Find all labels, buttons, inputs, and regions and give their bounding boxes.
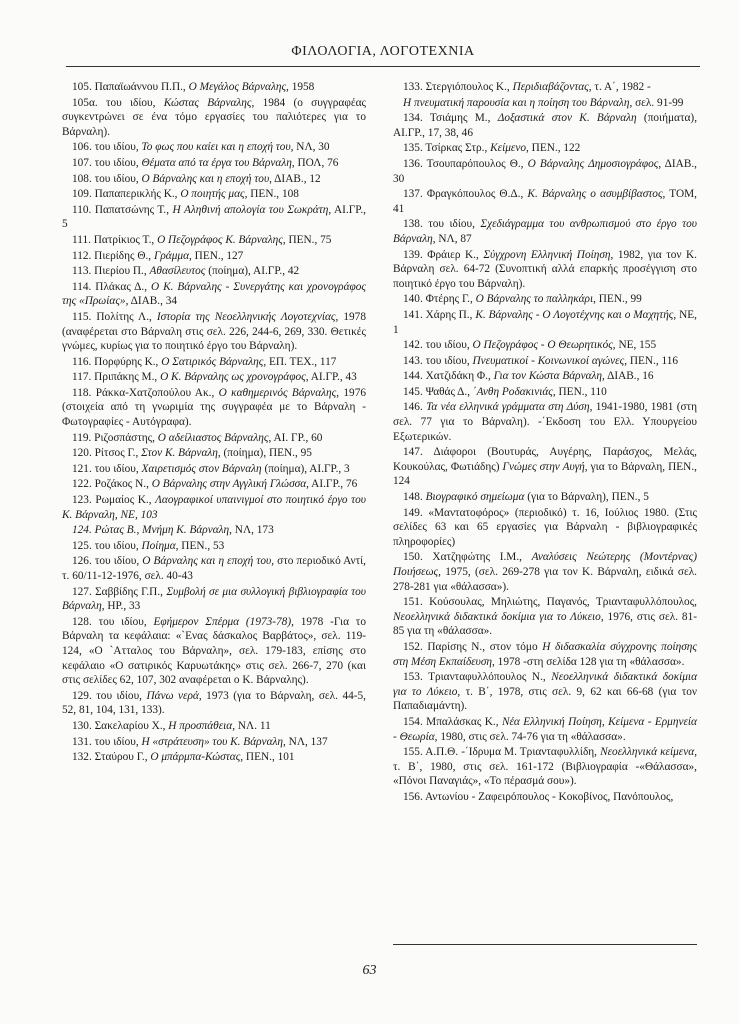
entry-details: (ποίημα), ΑΙ.ΓΡ., 42 <box>205 265 300 278</box>
entry-title: Αναλύσεις Νεώτερης (Μοντέρνας) Ποιήσεως <box>393 551 697 578</box>
entry-details: , ΝΕ, 1 <box>393 308 697 336</box>
entry-text: 137. Φραγκόπουλος Θ.Δ., <box>403 188 528 201</box>
entry-text: 125. του ιδίου, <box>72 539 142 552</box>
bibliography-entry <box>393 670 697 714</box>
entry-details: , 1978 (αναφέρεται στο Βάρναλη στις σελ. 226, 244-6, 269, 330. Θετικές γνώμες, κυρίως για το ποιητικό έργο του Βάρναλη). <box>62 310 366 353</box>
entry-title: Θέματα από τα έργα του Βάρναλη <box>141 156 292 169</box>
bibliography-entry <box>393 96 697 111</box>
entry-title: Ο καθημερινός Βάρναλης <box>218 386 337 399</box>
left-column <box>62 80 366 766</box>
entry-text: 134. Τσιάμης Μ., <box>403 112 498 125</box>
entry-title: Σύγχρονη Ελληνική Ποίηση <box>483 248 611 261</box>
entry-title: Κ. Βάρναλης ο ασυμβίβαστος <box>527 188 663 201</box>
page-number: 63 <box>362 963 377 978</box>
bibliography-entry <box>62 370 366 385</box>
entry-text: 109. Παπαπερικλής Κ., <box>72 188 181 201</box>
entry-text: 108. του ιδίου, <box>72 172 142 185</box>
entry-title: Ο Βάρναλης και η εποχή του <box>141 172 270 185</box>
footer-rule <box>393 944 697 945</box>
entry-title: Ο Βάρναλης στην Αγγλική Γλώσσα <box>151 478 307 491</box>
entry-details: , ΤΟΜ, 41 <box>393 188 697 215</box>
running-header: ΦΙΛΟΛΟΓΙΑ, ΛΟΓΟΤΕΧΝΙΑ <box>291 44 475 59</box>
entry-title: Γνώμες στην Αυγή <box>502 460 585 473</box>
entry-text: 156. Αντωνίου - Ζαφειρόπουλος - Κοκοβίνος, Πανόπουλος, <box>403 790 674 803</box>
entry-title: Κ. Βάρναλης - Ο Λογοτέχνης και ο Μαχητής <box>475 308 674 321</box>
entry-title: Νεοελληνικά κείμενα <box>600 746 695 759</box>
entry-text: 119. Ριζοσπάστης, <box>72 431 158 444</box>
entry-details: , 1976 (στοιχεία από τη γνωριμία της συγγραφέα με το Βάρναλη - Φωτογραφίες - Αυτόγραφα). <box>62 386 366 429</box>
entry-title: Πνευματικοί - Κοινωνικοί αγώνες <box>472 354 625 367</box>
bibliography-entry <box>393 248 697 292</box>
entry-details: , 1976, στις σελ. 81-85 για τη «θάλασσα». <box>393 610 697 638</box>
entry-text: 107. του ιδίου, <box>72 156 142 169</box>
entry-title: Εφήμερον Σπέρμα (1973-78) <box>153 615 292 628</box>
entry-details: , ΕΠ. ΤΕΧ., 117 <box>263 355 337 368</box>
entry-title: Σχεδιάγραμμα του ανθρωπισμού στο έργο του Βάρναλη <box>393 218 697 245</box>
bibliography-entry <box>393 338 697 353</box>
entry-title: Το φως που καίει και η εποχή του <box>141 141 291 154</box>
entry-title: Κώστας Βάρναλης <box>163 96 252 109</box>
entry-text: 122. Ροζάκος Ν., <box>72 478 152 491</box>
entry-text: 130. Σακελαρίου Χ., <box>72 719 169 732</box>
bibliography-entry <box>62 172 366 187</box>
bibliography-entry <box>393 80 697 95</box>
bibliography-entry <box>393 745 697 789</box>
entry-text: 143. του ιδίου, <box>403 354 473 367</box>
entry-title: Στον Κ. Βάρναλη <box>141 447 218 460</box>
bibliography-entry <box>393 187 697 216</box>
entry-text: 113. Πιερίου Π., <box>72 265 150 278</box>
entry-text: 155. Α.Π.Θ. -΄Ιδρυμα Μ. Τριανταφυλλίδη, <box>403 746 601 759</box>
entry-text: 120. Ρίτσος Γ., <box>72 447 142 460</box>
entry-text: 145. Ψαθάς Δ., <box>403 385 473 398</box>
entry-text: 146. <box>403 401 427 414</box>
entry-text: 127. Σαββίδης Γ.Π., <box>72 585 167 598</box>
entry-title: Ο μπάρμπα-Κώστας <box>150 751 241 764</box>
bibliography-entry <box>393 790 697 805</box>
entry-text: 136. Τσουπαρόπουλος Θ., <box>403 157 528 170</box>
entry-details: , ΝΛ, 137 <box>283 735 328 748</box>
entry-title: Ιστορία της Νεοελληνικής Λογοτεχνίας <box>156 310 336 323</box>
entry-details: , ΔΙΑΒ., 16 <box>602 370 654 383</box>
entry-details: , 1980, στις σελ. 74-76 για τη «θάλασσα». <box>434 730 626 743</box>
header-rule <box>66 66 700 67</box>
entry-details: , 1978 -στη σελίδα 128 για τη «θάλασσα». <box>492 655 685 668</box>
entry-details: , τ. Β΄, 1980, στις σελ. 161-172 (Βιβλιογραφία -«Θάλασσα», «Πόνοι Παναγιάς», «Το πέρασμά σου»). <box>393 746 698 788</box>
entry-text: 151. Κούσουλας, Μηλιώτης, Παγανός, Τριανταφυλλόπουλος, <box>403 596 697 609</box>
entry-title: Χαιρετισμός στον Βάρναλη <box>141 462 262 475</box>
entry-title: Ο Πεζογράφος - Ο Θεωρητικός <box>472 339 613 352</box>
entry-title: Ο Κ. Βάρναλης ως χρονογράφος <box>160 371 306 384</box>
entry-text: 121. του ιδίου, <box>72 462 142 475</box>
entry-text: 141. Χάρης Π., <box>403 308 476 321</box>
entry-text: 114. Πλάκας Δ., <box>72 280 151 293</box>
entry-title: Η προσπάθεια <box>168 719 233 732</box>
entry-text: 152. Παρίσης Ν., στον τόμο <box>403 640 543 653</box>
entry-details: , ΑΙ. ΓΡ., 60 <box>268 431 323 444</box>
bibliography-entry <box>62 750 366 765</box>
entry-details: , 1982, για τον Κ. Βάρναλη σελ. 64-72 (Συνοπτική αλλά επαρκής προσέγγιση στο ποιητικό έργο του Βάρναλη). <box>393 248 697 290</box>
entry-text: 149. «Μαντατοφόρος» (περιοδικό) τ. 16, Ιούλιος 1980. (Στις σελίδες 63 και 65 εργασίες για Βάρναλη - βιβλιογραφικές πληροφορίες) <box>393 506 697 548</box>
entry-text: 154. Μπαλάσκας Κ., <box>403 715 502 728</box>
entry-text: 123. Ρωμαίος Κ., <box>72 494 156 507</box>
bibliography-entry <box>393 385 697 400</box>
entry-title: Ο Πεζογράφος Κ. Βάρναλης <box>157 233 283 246</box>
entry-details: , ΝΛ, 30 <box>290 141 330 154</box>
entry-text: 150. Χατζηφώτης Ι.Μ., <box>403 551 532 564</box>
entry-text: 110. Παπατσώνης Τ., <box>72 203 173 216</box>
entry-title: Συμβολή σε μια συλλογική βιβλιογραφία του Βάρναλη <box>62 585 366 613</box>
entry-title: Λαογραφικοί υπαινιγμοί στο ποιητικό έργο του Κ. Βάρναλη, ΝΕ, 103 <box>62 494 366 521</box>
entry-details: , ΑΙ.ΓΡ., 76 <box>306 478 358 491</box>
bibliography-entry <box>393 445 697 489</box>
entry-details: , σελ. 91-99 <box>629 96 684 109</box>
bibliography-entry <box>393 308 697 337</box>
entry-title: Νέα Ελληνική Ποίηση, Κείμενα - Ερμηνεία - Θεωρία <box>393 715 697 743</box>
entry-title: Πάνω νερά <box>146 689 199 702</box>
bibliography-entry <box>393 354 697 369</box>
entry-details: , ΝΛ, 173 <box>229 524 274 537</box>
entry-text: 118. Ράκκα-Χατζοπούλου Ακ., <box>72 386 219 399</box>
entry-text: 115. Πολίτης Λ., <box>72 310 157 323</box>
entry-text: 144. Χατζιδάκη Φ., <box>403 370 494 383</box>
entry-text: 139. Φράιερ Κ., <box>403 248 484 261</box>
entry-details: , τ. Α΄, 1982 - <box>588 81 651 93</box>
bibliography-entry <box>393 157 697 186</box>
bibliography-entry <box>62 493 366 522</box>
bibliography-entry <box>62 233 366 248</box>
entry-details: , ΠΕΝ., 53 <box>175 539 225 552</box>
entry-details: , ΠΕΝ., 116 <box>624 354 679 367</box>
entry-details: , (ποίημα), ΠΕΝ., 95 <box>217 447 312 460</box>
entry-details: (ποίημα), ΑΙ.ΓΡ., 3 <box>261 462 350 475</box>
bibliography-entry <box>393 141 697 156</box>
entry-title: 124. Ρώτας Β., Μνήμη Κ. Βάρναλη <box>72 524 230 537</box>
bibliography-entry <box>62 249 366 264</box>
entry-details: , 1941-1980, 1981 (στη σελ. 77 για το Βάρναλη). -΄Εκδοση του Ελλ. Υπουργείου Εξωτερικών. <box>393 401 697 443</box>
entry-details: , ΔΙΑΒ., 12 <box>269 172 321 185</box>
bibliography-entry <box>62 477 366 492</box>
entry-details: , ΑΙ.ΓΡ., 43 <box>305 371 357 384</box>
entry-title: Ο αδείλιαστος Βάρναλης <box>157 431 269 444</box>
entry-details: , ΝΛ. 11 <box>232 719 271 732</box>
entry-title: Δοξαστικά στον Κ. Βάρναλη <box>497 112 637 125</box>
entry-text: 128. του ιδίου, <box>72 615 154 628</box>
bibliography-entry <box>62 462 366 477</box>
entry-details: , για το Βάρναλη, ΠΕΝ., 124 <box>393 460 697 488</box>
entry-text: 138. του ιδίου, <box>403 218 481 231</box>
bibliography-entry <box>393 490 697 505</box>
bibliography-entry <box>62 355 366 370</box>
entry-title: Ο Βάρναλης και η εποχή του <box>142 555 272 568</box>
bibliography-entry <box>62 539 366 554</box>
bibliography-entry <box>62 140 366 155</box>
bibliography-entry <box>393 595 697 639</box>
bibliography-entry <box>62 446 366 461</box>
entry-title: Νεοελληνικά διδακτικά δοκίμια για το Λύκειο <box>393 671 697 698</box>
bibliography-entry <box>62 280 366 309</box>
bibliography-entry <box>62 96 366 140</box>
entry-details: , ΝΛ, 87 <box>432 232 472 245</box>
bibliography-entry <box>393 550 697 594</box>
entry-title: Κείμενο <box>490 142 527 155</box>
entry-details: , ΠΕΝ., 110 <box>552 385 607 398</box>
entry-title: Ο Βάρναλης το παλληκάρι <box>475 293 594 306</box>
entry-text: 117. Πριπάκης Μ., <box>72 371 161 384</box>
entry-text: 116. Πορφύρης Κ., <box>72 355 162 368</box>
entry-details: , ΝΕ, 155 <box>612 339 657 352</box>
entry-text: 132. Σταύρου Γ., <box>72 751 151 764</box>
bibliography-entry <box>62 735 366 750</box>
entry-details: , 1973 (για το Βάρναλη, σελ. 44-5, 52, 81, 104, 131, 133). <box>62 689 366 717</box>
entry-text: 147. Διάφοροι (Βουτυράς, Αυγέρης, Παράσχος, Μελάς, Κουκούλας, Φωτιάδης) <box>393 446 697 473</box>
bibliography-entry <box>393 111 697 140</box>
bibliography-entry <box>62 719 366 734</box>
bibliography-entry <box>62 689 366 718</box>
entry-title: Η «στράτευση» του Κ. Βάρναλη <box>141 735 284 748</box>
bibliography-entry <box>62 386 366 430</box>
entry-details: , ΑΙ.ΓΡ., 5 <box>62 203 366 231</box>
bibliography-entry <box>62 523 366 538</box>
entry-title: Γράμμα <box>153 249 190 262</box>
entry-text: 148. <box>403 491 426 504</box>
bibliography-entry <box>62 554 366 583</box>
bibliography-entry <box>393 400 697 444</box>
entry-title: Ο ποιητής μας <box>180 188 245 201</box>
entry-text: 106. του ιδίου, <box>72 141 142 154</box>
entry-text: 133. Στεργιόπουλος Κ., <box>403 81 513 93</box>
bibliography-entry <box>62 310 366 354</box>
bibliography-entry <box>62 187 366 202</box>
entry-details: , τ. Β΄, 1978, στις σελ. 9, 62 και 66-68 (για τον Παπαδιαμάντη). <box>393 685 697 713</box>
entry-text: 153. Τριανταφυλλόπουλος Ν., <box>403 671 552 684</box>
entry-title: Για τον Κώστα Βάρναλη <box>493 370 603 383</box>
entry-title: Περιδιαβάζοντας <box>512 81 589 93</box>
entry-text: 111. Πατρίκιος Τ., <box>72 233 158 246</box>
entry-text: 142. του ιδίου, <box>403 339 473 352</box>
entry-details: , ΠΕΝ., 108 <box>244 188 299 201</box>
bibliography-entry <box>393 369 697 384</box>
entry-details: , ΠΕΝ., 122 <box>526 142 581 155</box>
entry-details: , στο περιοδικό Αντί, τ. 60/11-12-1976, σελ. 40-43 <box>62 555 367 582</box>
right-column <box>393 80 697 806</box>
bibliography-entry <box>393 506 697 550</box>
entry-text: 112. Πιερίδης Θ., <box>72 249 154 262</box>
entry-text: 135. Τσίρκας Στρ., <box>403 142 491 155</box>
entry-title: Ο Βάρναλης Δημοσιογράφος <box>527 157 659 170</box>
entry-details: , 1984 (ο συγγραφέας συγκεντρώνει σε ένα τόμο εργασίες του παλιότερες για το Βάρναλη). <box>62 96 366 138</box>
entry-details: , ΔΙΑΒ., 34 <box>125 295 178 308</box>
entry-details: , 1975, (σελ. 269-278 για τον Κ. Βάρναλη, ειδικά σελ. 278-281 για «θάλασσα»). <box>393 566 697 593</box>
entry-title: Νεοελληνικά διδακτικά δοκίμια για το Λύκειο <box>393 610 601 623</box>
entry-title: Τα νέα ελληνικά γράμματα στη Δύση <box>426 401 590 414</box>
entry-details: , ΠΕΝ., 99 <box>593 293 642 306</box>
entry-text: 129. του ιδίου, <box>72 689 147 702</box>
entry-details: , 1978 -Για το Βάρναλη τα κεφάλαια: «`Ενας δάσκαλος Βαρβάτος», σελ. 119-124, «Ο `Ατταλος του Βάρναλη», σελ. 179-183, επίσης στο κεφάλαιο «Ο σατιρικός Καρυωτάκης» στις σελ. 266-7, 270 (και στις σελίδες 62, 107, 302 αναφέρεται ο Κ. Βάρναλης). <box>62 615 366 687</box>
entry-title: Η πνευματική παρουσία και η ποίηση του Βάρναλη <box>403 96 630 109</box>
entry-details: , 1958 <box>286 81 315 93</box>
bibliography-entry <box>393 292 697 307</box>
entry-title: Ο Μεγάλος Βάρναλης <box>188 81 287 93</box>
entry-title: Η Αληθινή απολογία του Σωκράτη <box>172 203 329 216</box>
entry-details: , ΠΟΛ, 76 <box>291 156 339 169</box>
entry-details: , ΠΕΝ., 101 <box>240 751 295 764</box>
entry-title: Ο Κ. Βάρναλης - Συνεργάτης και χρονογράφος της «Πρωίας» <box>62 280 366 308</box>
entry-text: 131. του ιδίου, <box>72 735 142 748</box>
bibliography-entry <box>62 264 366 279</box>
entry-text: 105α. του ιδίου, <box>72 96 164 109</box>
entry-details: , ΠΕΝ., 127 <box>189 249 244 262</box>
bibliography-entry <box>393 640 697 669</box>
bibliography-entry <box>393 217 697 246</box>
bibliography-entry <box>62 203 366 232</box>
entry-text: 140. Φτέρης Γ., <box>403 293 476 306</box>
entry-title: Ποίημα <box>141 539 176 552</box>
entry-title: Η διδασκαλία σύγχρονης ποίησης στη Μέση Εκπαίδευση <box>393 640 697 668</box>
entry-title: Βιογραφικό σημείωμα <box>425 491 525 504</box>
bibliography-entry <box>393 715 697 744</box>
bibliography-entry <box>62 431 366 446</box>
entry-title: Ο Σατιρικός Βάρναλης <box>161 355 264 368</box>
entry-text: 126. του ιδίου, <box>72 555 143 568</box>
entry-details: (ποιήματα), ΑΙ.ΓΡ., 17, 38, 46 <box>393 112 698 139</box>
bibliography-entry <box>62 585 366 614</box>
bibliography-entry <box>62 80 366 95</box>
entry-text: 105. Παπαϊωάννου Π.Π., <box>72 81 189 93</box>
entry-title: ΄Ανθη Ροδακινιάς <box>472 385 553 398</box>
entry-details: , ΗΡ., 33 <box>101 600 141 613</box>
entry-details: (για το Βάρναλη), ΠΕΝ., 5 <box>524 491 649 504</box>
bibliography-entry <box>62 156 366 171</box>
entry-details: , ΠΕΝ., 75 <box>282 233 332 246</box>
entry-details: , ΔΙΑΒ., 30 <box>393 157 697 185</box>
bibliography-entry <box>62 615 366 688</box>
entry-title: Αθασίλευτος <box>149 265 206 278</box>
